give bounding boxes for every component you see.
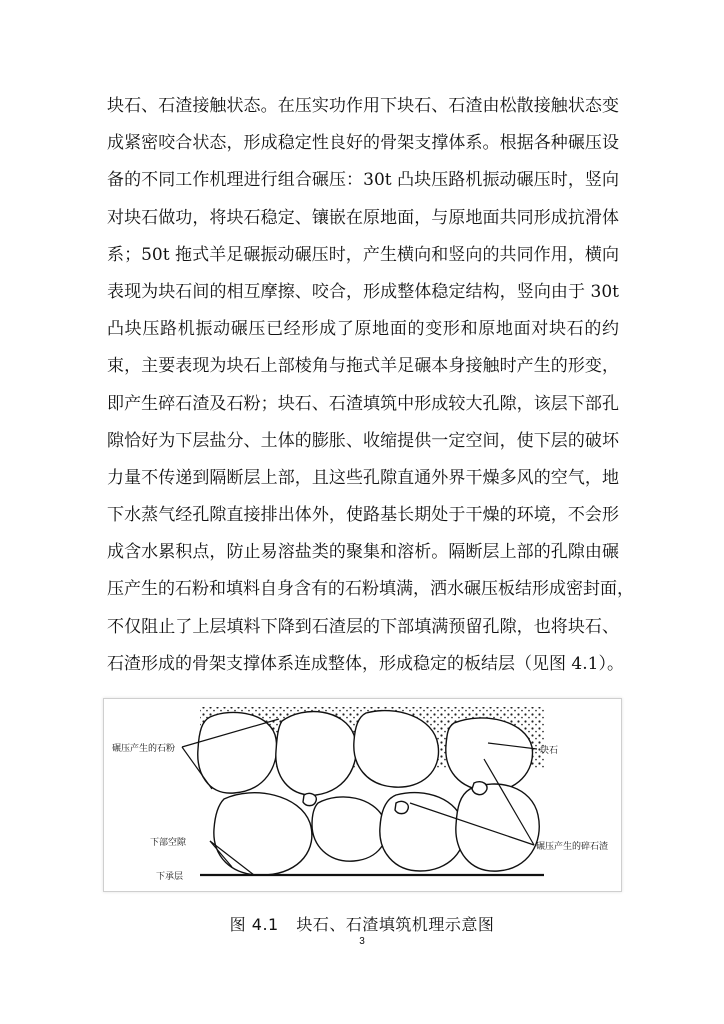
block-stone-shape — [446, 718, 533, 791]
text-line: 不仅阻止了上层填料下降到石渣层的下部填满预留孔隙，也将块石、 — [107, 616, 619, 637]
text-line: 隙恰好为下层盐分、土体的膨胀、收缩提供一定空间，使下层的破坏 — [107, 430, 619, 451]
block-stone-shape — [198, 712, 277, 793]
page-number: 3 — [359, 936, 365, 947]
label-substratum: 下承层 — [156, 872, 184, 882]
mechanism-diagram — [104, 699, 621, 891]
label-stone-powder: 碾压产生的石粉 — [112, 744, 176, 754]
text-line: 凸块压路机振动碾压已经形成了原地面的变形和原地面对块石的约 — [107, 319, 619, 340]
text-line: 压产生的石粉和填料自身含有的石粉填满，洒水碾压板结形成密封面， — [107, 579, 634, 600]
text-line: 对块石做功，将块石稳定、镶嵌在原地面，与原地面共同形成抗滑体 — [107, 207, 619, 228]
slag-piece — [472, 782, 487, 795]
figure-caption — [0, 912, 724, 935]
block-stone-shape — [312, 797, 386, 861]
text-line: 下水蒸气经孔隙直接排出体外，使路基长期处于干燥的环境，不会形 — [107, 505, 619, 526]
label-crushed-slag: 碾压产生的碎石渣 — [536, 842, 609, 852]
text-line: 即产生碎石渣及石粉；块石、石渣填筑中形成较大孔隙，该层下部孔 — [107, 393, 619, 414]
text-line: 备的不同工作机理进行组合碾压：30t 凸块压路机振动碾压时，竖向 — [107, 170, 619, 191]
block-stone-shape — [456, 784, 539, 871]
text-line: 块石、石渣接触状态。在压实功作用下块石、石渣由松散接触状态变 — [107, 96, 619, 116]
text-line: 成紧密咬合状态，形成稳定性良好的骨架支撑体系。根据各种碾压设 — [107, 133, 619, 154]
block-stones — [198, 711, 539, 876]
text-line: 成含水累积点，防止易溶盐类的聚集和溶析。隔断层上部的孔隙由碾 — [107, 542, 619, 563]
label-lower-voids: 下部空隙 — [150, 838, 187, 848]
block-stone-shape — [276, 712, 356, 796]
caption-number: 图 4.1 — [229, 915, 279, 934]
figure-4-1 — [103, 698, 622, 892]
text-line: 束，主要表现为块石上部棱角与拖式羊足碾本身接触时产生的形变， — [107, 356, 619, 377]
block-stone-shape — [380, 793, 465, 871]
label-block-stone: 块石 — [540, 746, 559, 756]
text-line: 石渣形成的骨架支撑体系连成整体，形成稳定的板结层（见图 4.1）。 — [107, 653, 624, 674]
text-line: 力量不传递到隔断层上部，且这些孔隙直通外界干燥多风的空气，地 — [107, 467, 619, 488]
text-line: 系；50t 拖式羊足碾振动碾压时，产生横向和竖向的共同作用，横向 — [107, 244, 619, 265]
body-paragraph — [107, 88, 634, 683]
slag-piece — [303, 793, 316, 805]
caption-title: 块石、石渣填筑机理示意图 — [296, 915, 495, 934]
slag-piece — [395, 801, 408, 813]
text-line: 表现为块石间的相互摩擦、咬合，形成整体稳定结构，竖向由于 30t — [107, 281, 619, 302]
